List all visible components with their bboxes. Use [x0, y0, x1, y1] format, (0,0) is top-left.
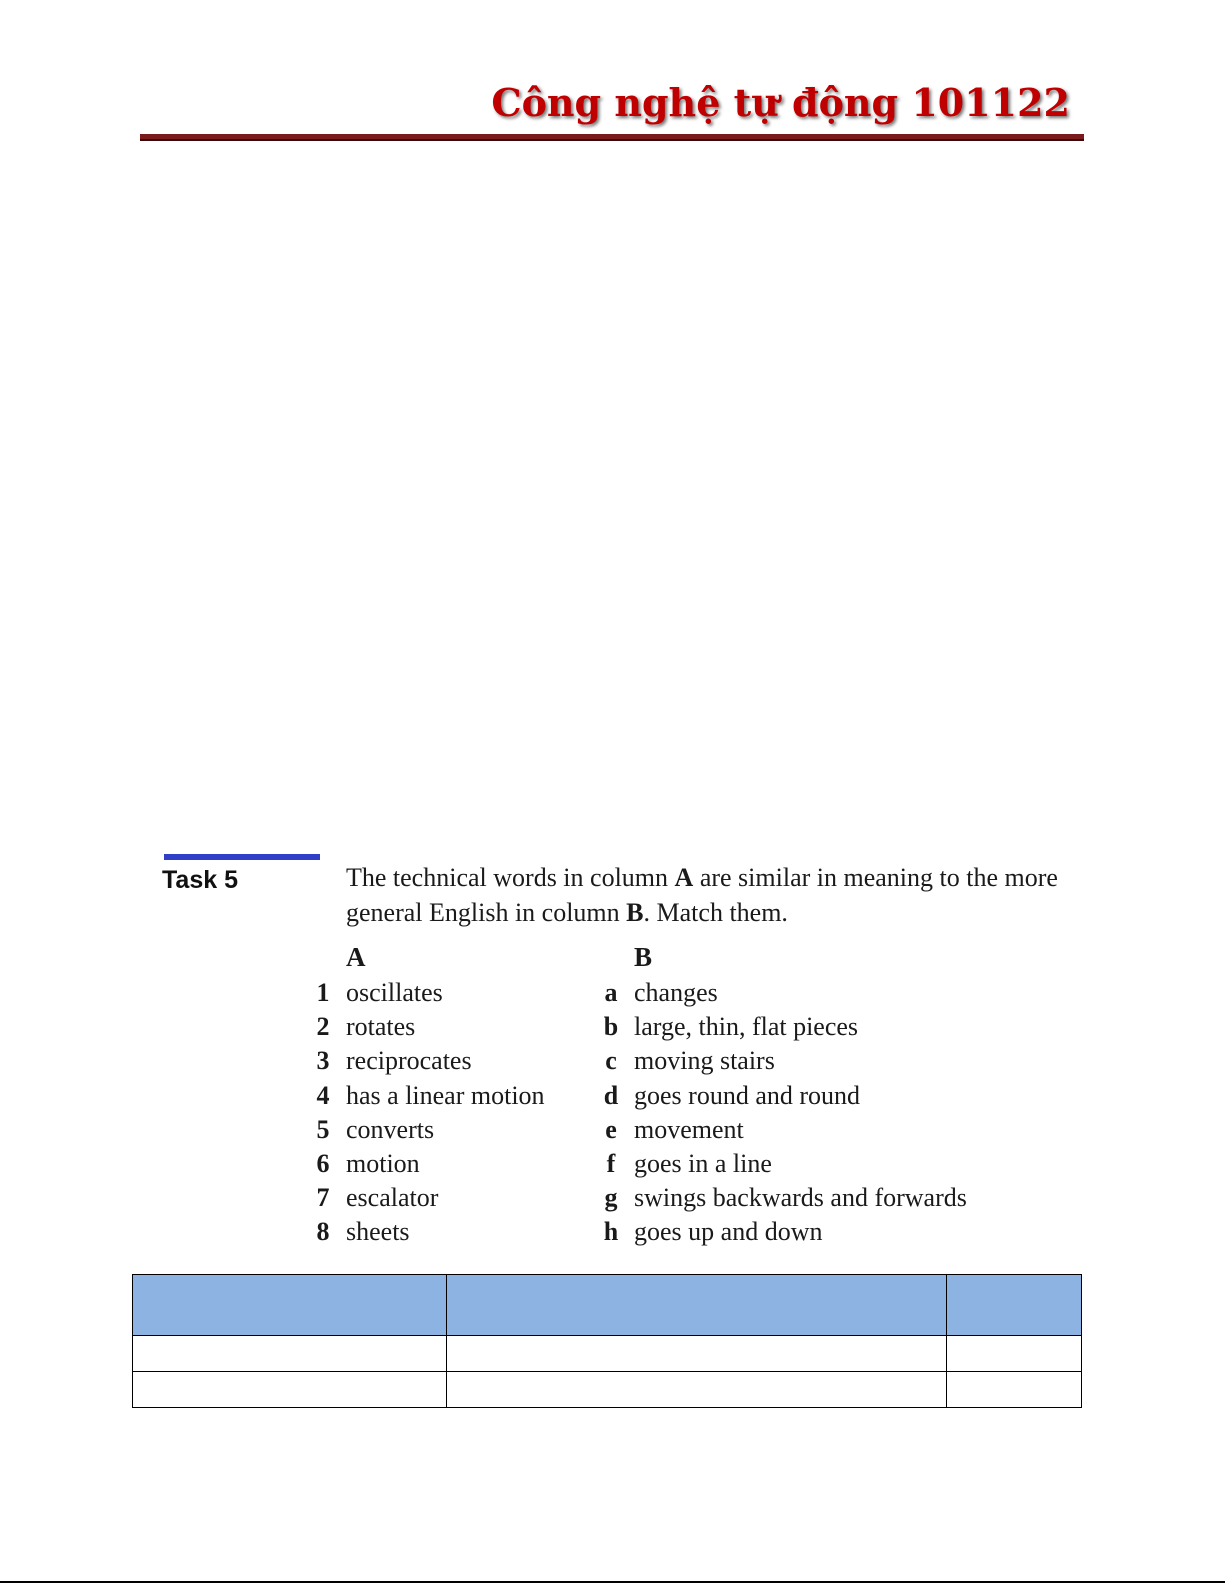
item-number: 1: [316, 978, 330, 1008]
table-row: [133, 1372, 1082, 1408]
instruction-part-bold: A: [674, 863, 694, 892]
table-cell: [947, 1372, 1082, 1408]
instruction-part: . Match them.: [643, 898, 788, 927]
table-cell: [947, 1336, 1082, 1372]
item-text: goes in a line: [634, 1149, 772, 1179]
item-letter: f: [606, 1149, 616, 1179]
list-item: [588, 1010, 967, 1044]
header-rule: [140, 134, 1084, 141]
item-text: escalator: [346, 1183, 439, 1213]
list-item: [300, 1113, 545, 1147]
task-accent-bar: [164, 854, 320, 860]
item-text: motion: [346, 1149, 420, 1179]
item-text: swings backwards and forwards: [634, 1183, 967, 1213]
list-item: [588, 1181, 967, 1215]
task-label: Task 5: [162, 866, 238, 894]
column-b-heading: B: [634, 942, 653, 972]
table-header-row: [133, 1275, 1082, 1336]
item-number: 4: [316, 1080, 330, 1110]
instruction-part-bold: B: [626, 898, 644, 927]
table-cell: [447, 1372, 947, 1408]
item-number: 5: [316, 1114, 330, 1144]
item-letter: a: [604, 978, 618, 1008]
item-letter: b: [603, 1012, 619, 1042]
table-cell: [133, 1275, 447, 1336]
table-cell: [133, 1336, 447, 1372]
header-title: Công nghệ tự động 101122: [491, 80, 1070, 125]
item-text: goes round and round: [634, 1080, 861, 1110]
list-item: [300, 1215, 545, 1249]
item-letter: d: [603, 1080, 619, 1110]
table-cell: [133, 1372, 447, 1408]
footer-rule: [0, 1581, 1225, 1583]
item-text: goes up and down: [634, 1217, 823, 1247]
list-item: [300, 1147, 545, 1181]
list-item: [588, 1215, 967, 1249]
item-text: has a linear motion: [346, 1080, 545, 1110]
list-item: [300, 1181, 545, 1215]
column-a-heading: A: [346, 942, 366, 972]
table-cell: [447, 1275, 947, 1336]
table-row: [133, 1336, 1082, 1372]
instruction-part: The technical words in column: [346, 863, 675, 892]
list-item: [588, 976, 967, 1010]
task-instruction: [346, 860, 1066, 930]
item-text: rotates: [346, 1012, 416, 1042]
item-text: oscillates: [346, 978, 443, 1008]
item-text: sheets: [346, 1217, 410, 1247]
item-text: moving stairs: [634, 1046, 775, 1076]
item-letter: c: [605, 1046, 617, 1076]
item-text: movement: [634, 1114, 744, 1144]
item-text: reciprocates: [346, 1046, 472, 1076]
column-a-list: [300, 976, 545, 1250]
item-number: 8: [316, 1217, 330, 1247]
list-item: [588, 1113, 967, 1147]
table-cell: [447, 1336, 947, 1372]
list-item: [588, 1044, 967, 1078]
table-cell: [947, 1275, 1082, 1336]
answer-table: [132, 1274, 1082, 1408]
item-number: 3: [316, 1046, 330, 1076]
item-text: converts: [346, 1114, 435, 1144]
list-item: [300, 976, 545, 1010]
item-number: 2: [316, 1012, 330, 1042]
list-item: [588, 1079, 967, 1113]
column-b-list: [588, 976, 967, 1250]
list-item: [588, 1147, 967, 1181]
list-item: [300, 1079, 545, 1113]
item-number: 6: [316, 1149, 330, 1179]
item-letter: g: [604, 1183, 618, 1213]
item-text: large, thin, flat pieces: [634, 1012, 859, 1042]
item-letter: e: [605, 1114, 617, 1144]
item-number: 7: [316, 1183, 330, 1213]
list-item: [300, 1044, 545, 1078]
item-letter: h: [603, 1217, 619, 1247]
list-item: [300, 1010, 545, 1044]
instruction-part: are similar in meaning to the more general English in column: [346, 863, 1058, 927]
item-text: changes: [634, 978, 718, 1008]
